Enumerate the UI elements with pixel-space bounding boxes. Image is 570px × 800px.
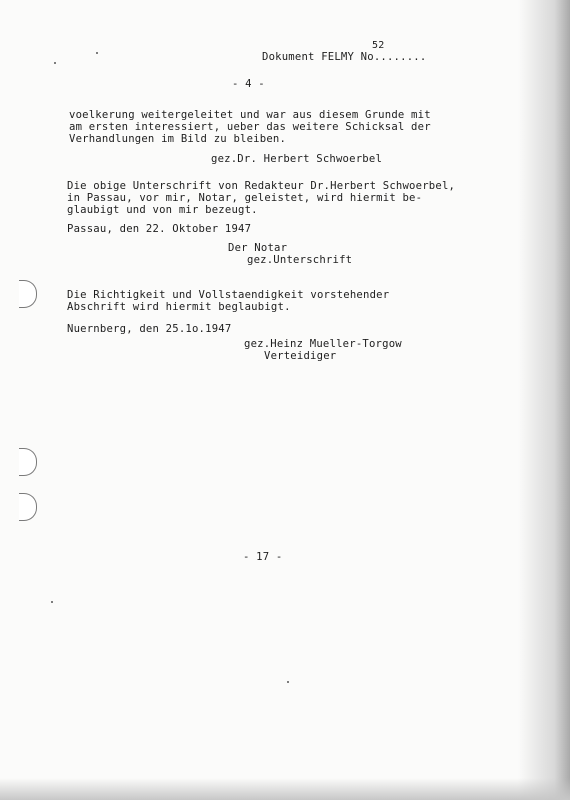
- signature-schwoerbel: gez.Dr. Herbert Schwoerbel: [211, 153, 383, 165]
- body-line: Die obige Unterschrift von Redakteur Dr.Herbert Schwoerbel,: [67, 180, 456, 192]
- document-label: Dokument FELMY No........: [262, 51, 427, 63]
- signature-mueller-torgow: gez.Heinz Mueller-Torgow: [244, 338, 402, 350]
- notary-title: Der Notar: [228, 242, 288, 254]
- scan-shadow-right: [518, 0, 570, 800]
- body-line: voelkerung weitergeleitet und war aus diesem Grunde mit: [69, 109, 431, 121]
- scan-speck: [287, 681, 289, 683]
- body-line: Die Richtigkeit und Vollstaendigkeit vorstehender: [67, 289, 390, 301]
- signature-role: Verteidiger: [264, 350, 337, 362]
- punch-hole-middle: [19, 448, 37, 476]
- place-date-nuernberg: Nuernberg, den 25.1o.1947: [67, 323, 232, 335]
- page-number: - 17 -: [243, 551, 283, 563]
- place-date-passau: Passau, den 22. Oktober 1947: [67, 223, 252, 235]
- page-marker: - 4 -: [232, 78, 265, 90]
- punch-hole-bottom: [19, 493, 37, 521]
- scan-speck: [96, 52, 98, 54]
- body-line: am ersten interessiert, ueber das weitere Schicksal der: [69, 121, 431, 133]
- document-number: 52: [372, 40, 385, 51]
- scan-speck: [51, 601, 53, 603]
- scan-shadow-bottom: [0, 778, 570, 800]
- notary-signature: gez.Unterschrift: [247, 254, 353, 266]
- body-line: glaubigt und von mir bezeugt.: [67, 204, 258, 216]
- punch-hole-top: [19, 280, 37, 308]
- body-line: in Passau, vor mir, Notar, geleistet, wird hiermit be-: [67, 192, 423, 204]
- scan-speck: [54, 62, 56, 64]
- body-line: Verhandlungen im Bild zu bleiben.: [69, 133, 287, 145]
- body-line: Abschrift wird hiermit beglaubigt.: [67, 301, 291, 313]
